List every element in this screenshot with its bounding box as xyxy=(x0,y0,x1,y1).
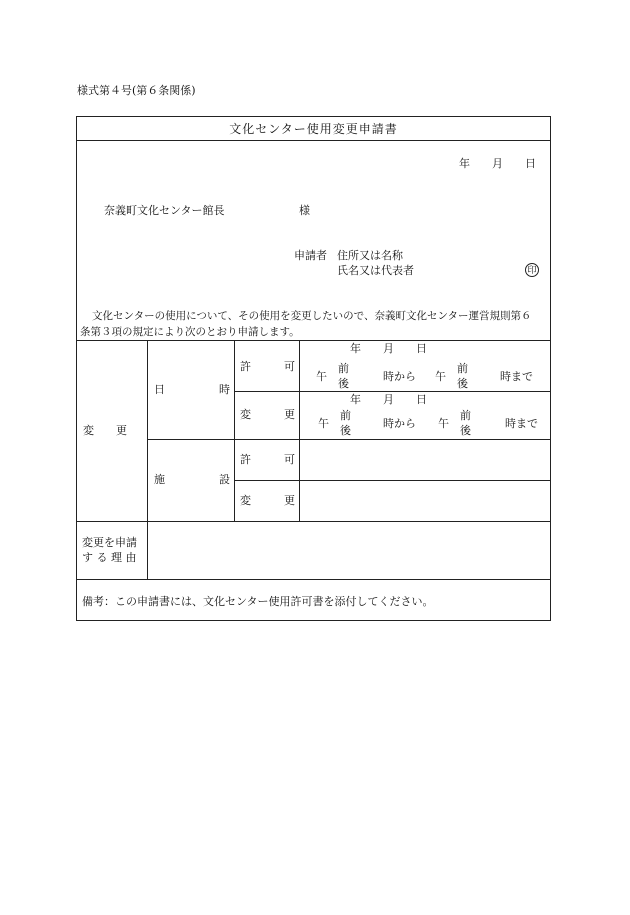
change-from-label: 時から xyxy=(383,417,416,430)
applicant-name-label: 氏名又は代表者 xyxy=(337,264,414,277)
permit-end-zen: 前 xyxy=(457,362,468,375)
change-until-label: 時まで xyxy=(505,417,538,430)
date-day-label: 日 xyxy=(525,157,536,170)
applicant-address-label: 住所又は名称 xyxy=(337,249,403,262)
change-start-zen: 前 xyxy=(340,409,351,422)
reason-label-line1: 変更を申請 xyxy=(82,536,137,549)
body-text-line2: 条第３項の規定により次のとおり申請します。 xyxy=(80,326,300,338)
permit-date-month: 月 xyxy=(383,342,394,355)
datetime-label-second: 時 xyxy=(219,383,230,396)
change-date-day: 日 xyxy=(416,393,427,406)
change-start-am-label: 午 xyxy=(318,417,329,430)
change-end-zen: 前 xyxy=(460,409,471,422)
facility-change-label-first: 変 xyxy=(240,494,251,507)
honorific: 様 xyxy=(299,204,310,217)
permit-end-go: 後 xyxy=(457,377,468,390)
change-end-am-label: 午 xyxy=(438,417,449,430)
form-number: 様式第４号(第６条関係) xyxy=(77,84,196,97)
change-date-year: 年 xyxy=(350,393,361,406)
seal-mark: 印 xyxy=(525,263,539,277)
note-text: 備考：この申請書には、文化センター使用許可書を添付してください。 xyxy=(82,595,434,608)
date-year-label: 年 xyxy=(459,157,470,170)
body-text-line1: 文化センターの使用について、その使用を変更したいので、奈義町文化センター運営規則第６ xyxy=(92,310,532,322)
permit-end-am-label: 午 xyxy=(435,370,446,383)
permit-start-go: 後 xyxy=(338,377,349,390)
permit-start-zen: 前 xyxy=(338,362,349,375)
datetime-label-first: 日 xyxy=(154,383,165,396)
facility-label-first: 施 xyxy=(154,473,165,486)
permit-date-day: 日 xyxy=(416,342,427,355)
datetime-permit-label-first: 許 xyxy=(240,360,251,373)
change-date-month: 月 xyxy=(383,393,394,406)
permit-from-label: 時から xyxy=(383,370,416,383)
change-end-go: 後 xyxy=(460,424,471,437)
datetime-permit-label-second: 可 xyxy=(284,360,295,373)
permit-until-label: 時まで xyxy=(500,370,533,383)
permit-start-am-label: 午 xyxy=(316,370,327,383)
reason-label-line2: す る 理 由 xyxy=(82,551,137,564)
change-section-label: 変 更 xyxy=(83,424,127,437)
facility-permit-label-first: 許 xyxy=(240,453,251,466)
change-start-go: 後 xyxy=(340,424,351,437)
addressee: 奈義町文化センター館長 xyxy=(104,204,225,217)
applicant-label: 申請者 xyxy=(294,249,327,262)
permit-date-year: 年 xyxy=(350,342,361,355)
datetime-change-label-second: 更 xyxy=(284,408,295,421)
facility-label-second: 設 xyxy=(219,473,230,486)
form-title: 文化センター使用変更申請書 xyxy=(229,122,398,136)
facility-permit-label-second: 可 xyxy=(284,453,295,466)
datetime-change-label-first: 変 xyxy=(240,408,251,421)
date-month-label: 月 xyxy=(492,157,503,170)
facility-change-label-second: 更 xyxy=(284,494,295,507)
